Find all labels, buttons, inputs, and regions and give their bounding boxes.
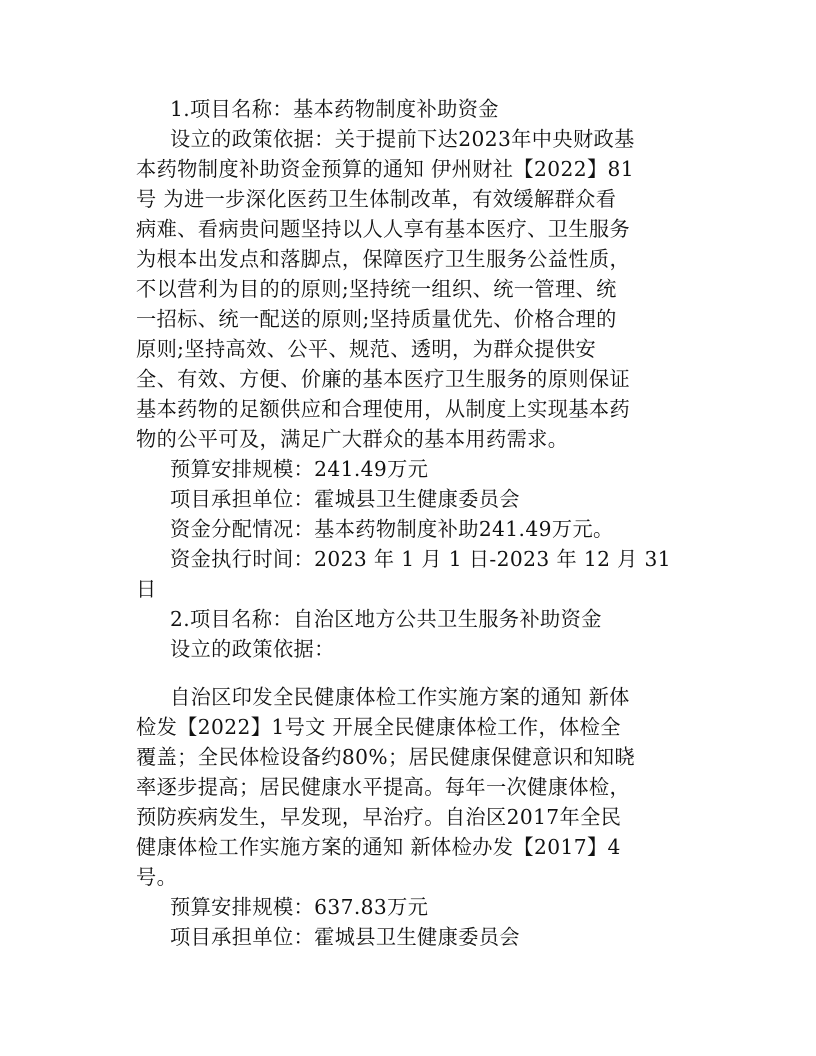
paragraph-line: 全、有效、方便、价廉的基本医疗卫生服务的原则保证 <box>136 367 631 391</box>
project-1-policy-basis: 设立的政策依据：关于提前下达2023年中央财政基 <box>170 127 635 151</box>
paragraph-line: 为根本出发点和落脚点，保障医疗卫生服务公益性质， <box>136 247 631 271</box>
project-2-policy-text: 自治区印发全民健康体检工作实施方案的通知 新体 <box>170 685 630 709</box>
paragraph-line: 日 <box>136 577 157 601</box>
paragraph-line: 不以营利为目的的原则;坚持统一组织、统一管理、统 <box>136 277 617 301</box>
paragraph-line: 病难、看病贵问题坚持以人人享有基本医疗、卫生服务 <box>136 217 631 241</box>
paragraph-line: 基本药物的足额供应和合理使用，从制度上实现基本药 <box>136 397 631 421</box>
project-2-budget: 预算安排规模：637.83万元 <box>170 895 429 919</box>
paragraph-line: 率逐步提高；居民健康水平提高。每年一次健康体检， <box>136 775 631 799</box>
paragraph-line: 健康体检工作实施方案的通知 新体检办发【2017】4 <box>136 835 621 859</box>
paragraph-line: 号。 <box>136 865 178 889</box>
project-2-title: 2.项目名称：自治区地方公共卫生服务补助资金 <box>170 607 602 631</box>
project-2-policy-basis: 设立的政策依据： <box>170 637 335 661</box>
project-1-unit: 项目承担单位：霍城县卫生健康委员会 <box>170 487 520 511</box>
paragraph-line: 原则;坚持高效、公平、规范、透明，为群众提供安 <box>136 337 597 361</box>
paragraph-line: 号 为进一步深化医药卫生体制改革，有效缓解群众看 <box>136 187 617 211</box>
paragraph-line: 检发【2022】1号文 开展全民健康体检工作，体检全 <box>136 715 621 739</box>
paragraph-line: 预防疾病发生，早发现，早治疗。自治区2017年全民 <box>136 805 622 829</box>
project-2-unit: 项目承担单位：霍城县卫生健康委员会 <box>170 925 520 949</box>
paragraph-line: 覆盖；全民体检设备约80%；居民健康保健意识和知晓 <box>136 745 635 769</box>
project-1-allocation: 资金分配情况：基本药物制度补助241.49万元。 <box>170 517 614 541</box>
paragraph-line: 本药物制度补助资金预算的通知 伊州财社【2022】81 <box>136 157 635 181</box>
project-1-budget: 预算安排规模：241.49万元 <box>170 457 429 481</box>
project-1-title: 1.项目名称：基本药物制度补助资金 <box>170 97 499 121</box>
project-1-execution-time: 资金执行时间：2023 年 1 月 1 日-2023 年 12 月 31 <box>170 547 672 571</box>
paragraph-line: 物的公平可及，满足广大群众的基本用药需求。 <box>136 427 569 451</box>
paragraph-line: 一招标、统一配送的原则;坚持质量优先、价格合理的 <box>136 307 617 331</box>
